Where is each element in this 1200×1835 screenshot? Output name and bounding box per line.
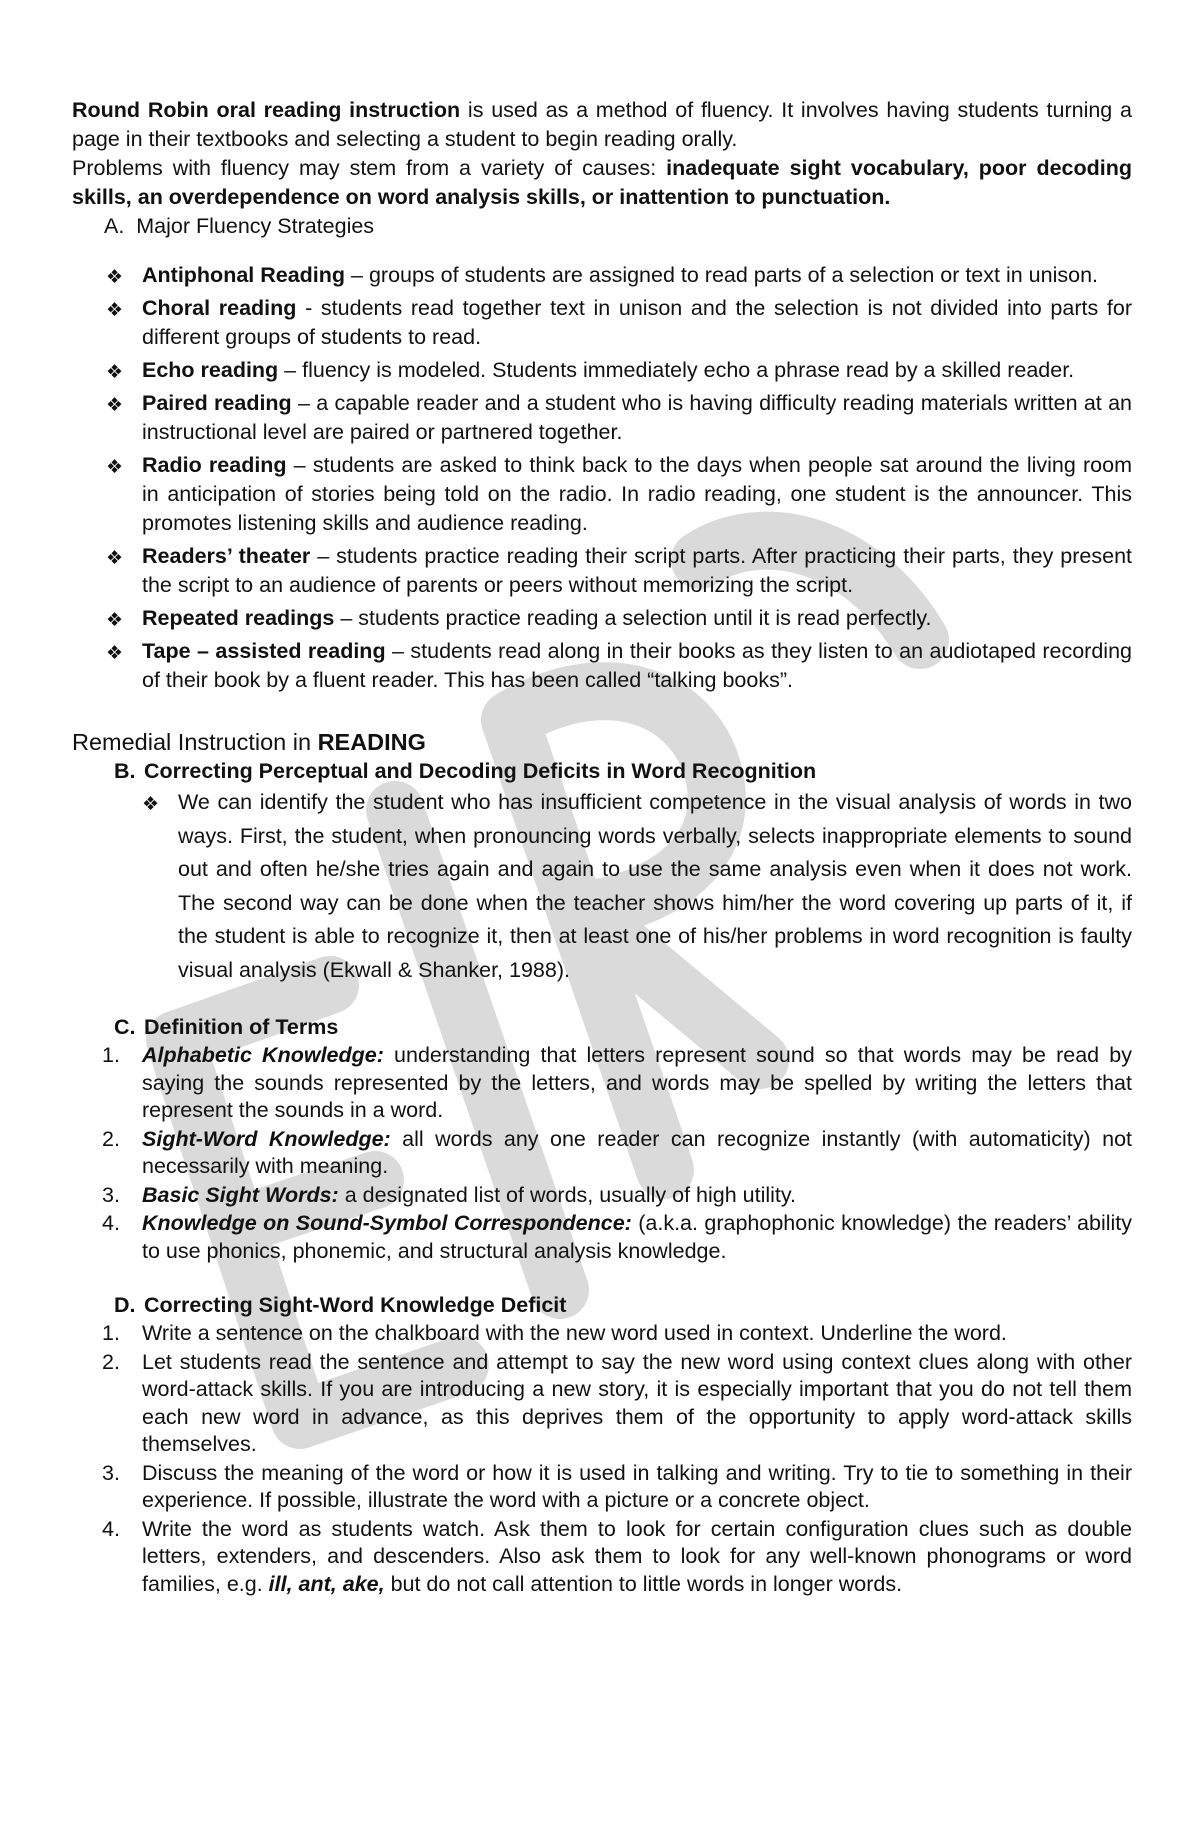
diamond-bullet-icon: ❖ [106,395,124,416]
list-item: ❖ Repeated readings – students practice reading a selection until it is read perfectly. [72,604,1132,633]
section-c-heading: C. Definition of Terms [114,1015,339,1039]
section-d-heading: D. Correcting Sight-Word Knowledge Deficit [114,1293,567,1317]
intro-paragraph-2: Problems with fluency may stem from a variety of causes: inadequate sight vocabulary, poor decoding skills, an overdependence on word analysis skills, or inattention to punctuation. [72,156,1132,209]
sight-word-steps-list [72,1320,1132,1598]
section-a-heading: A. Major Fluency Strategies [104,214,375,238]
fluency-strategies-list [72,261,1132,695]
intro-paragraph-1: Round Robin oral reading instruction is used as a method of fluency. It involves having students turning a page in their textbooks and selecting a student to begin reading orally. [72,98,1132,151]
diamond-bullet-icon: ❖ [106,610,124,631]
definition-of-terms-list [72,1042,1132,1265]
list-item: ❖ Antiphonal Reading – groups of students are assigned to read parts of a selection or text in unison. [72,261,1132,290]
list-item: ❖ Echo reading – fluency is modeled. Students immediately echo a phrase read by a skilled reader. [72,356,1132,385]
diamond-bullet-icon: ❖ [106,300,124,321]
list-item: ❖ Tape – assisted reading – students read along in their books as they listen to an audiotaped recording of their book by a fluent reader. This has been called “talking books”. [106,639,1132,692]
diamond-bullet-icon: ❖ [106,643,124,664]
list-item: 2. Let students read the sentence and attempt to say the new word using context clues along with other word-attack skills. If you are introducing a new story, it is especially important that you do not tell them each new word in advance, as this deprives them of the opportunity to apply word-attack skills themselves. [102,1349,1132,1456]
diamond-bullet-icon: ❖ [106,457,124,478]
list-item: 2. Sight-Word Knowledge: all words any one reader can recognize instantly (with automaticity) not necessarily with meaning. [102,1126,1132,1178]
intro-causes: inadequate sight vocabulary, poor decoding skills, an overdependence on word analysis skills, or inattention to punctuation. [72,156,1132,209]
document-page [72,96,1132,1624]
diamond-bullet-icon: ❖ [106,548,124,569]
list-item: 1. Write a sentence on the chalkboard with the new word used in context. Underline the word. [102,1321,1007,1345]
remedial-instruction-title: Remedial Instruction in READING [72,729,426,755]
diamond-bullet-icon: ❖ [106,267,124,288]
list-item: ❖ Readers’ theater – students practice reading their script parts. After practicing their parts, they present the script to an audience of parents or peers without memorizing the script. [106,544,1132,597]
section-b-heading: B. Correcting Perceptual and Decoding Deficits in Word Recognition [114,759,817,783]
section-b-paragraph: ❖ We can identify the student who has insufficient competence in the visual analysis of words in two ways. First, the student, when pronouncing words verbally, selects inappropriate elements to sound out and often he/she tries again and again to use the same analysis even when it does not work. The second way can be done when the teacher shows him/her the word covering up parts of it, if the student is able to recognize it, then at least one of his/her problems in word recognition is faulty visual analysis (Ekwall & Shanker, 1988). [142,790,1132,982]
diamond-bullet-icon: ❖ [142,794,160,815]
list-item: 3. Basic Sight Words: a designated list of words, usually of high utility. [102,1182,797,1207]
intro-term-round-robin: Round Robin oral reading instruction [72,98,461,122]
list-item: 3. Discuss the meaning of the word or how it is used in talking and writing. Try to tie to something in their experience. If possible, illustrate the word with a picture or a concrete object. [102,1460,1132,1512]
list-item: 1. Alphabetic Knowledge: understanding that letters represent sound so that words may be read by saying the sounds represented by the letters, and words may be spelled by writing the letters that represent the sounds in a word. [102,1043,1132,1122]
list-item: ❖ Choral reading - students read together text in unison and the selection is not divided into parts for different groups of students to read. [106,296,1132,349]
diamond-bullet-icon: ❖ [106,362,124,383]
list-item: ❖ Radio reading – students are asked to think back to the days when people sat around the living room in anticipation of stories being told on the radio. In radio reading, one student is the announcer. This promotes listening skills and audience reading. [106,453,1132,535]
list-item: ❖ Paired reading – a capable reader and a student who is having difficulty reading materials written at an instructional level are paired or partnered together. [106,391,1132,444]
list-item: 4. Knowledge on Sound-Symbol Correspondence: (a.k.a. graphophonic knowledge) the readers’ ability to use phonics, phonemic, and structural analysis knowledge. [102,1211,1132,1263]
list-item: 4. Write the word as students watch. Ask them to look for certain configuration clues such as double letters, extenders, and descenders. Also ask them to look for any well-known phonograms or word families, e.g. ill, ant, ake, but do not call attention to little words in longer words. [102,1516,1132,1596]
